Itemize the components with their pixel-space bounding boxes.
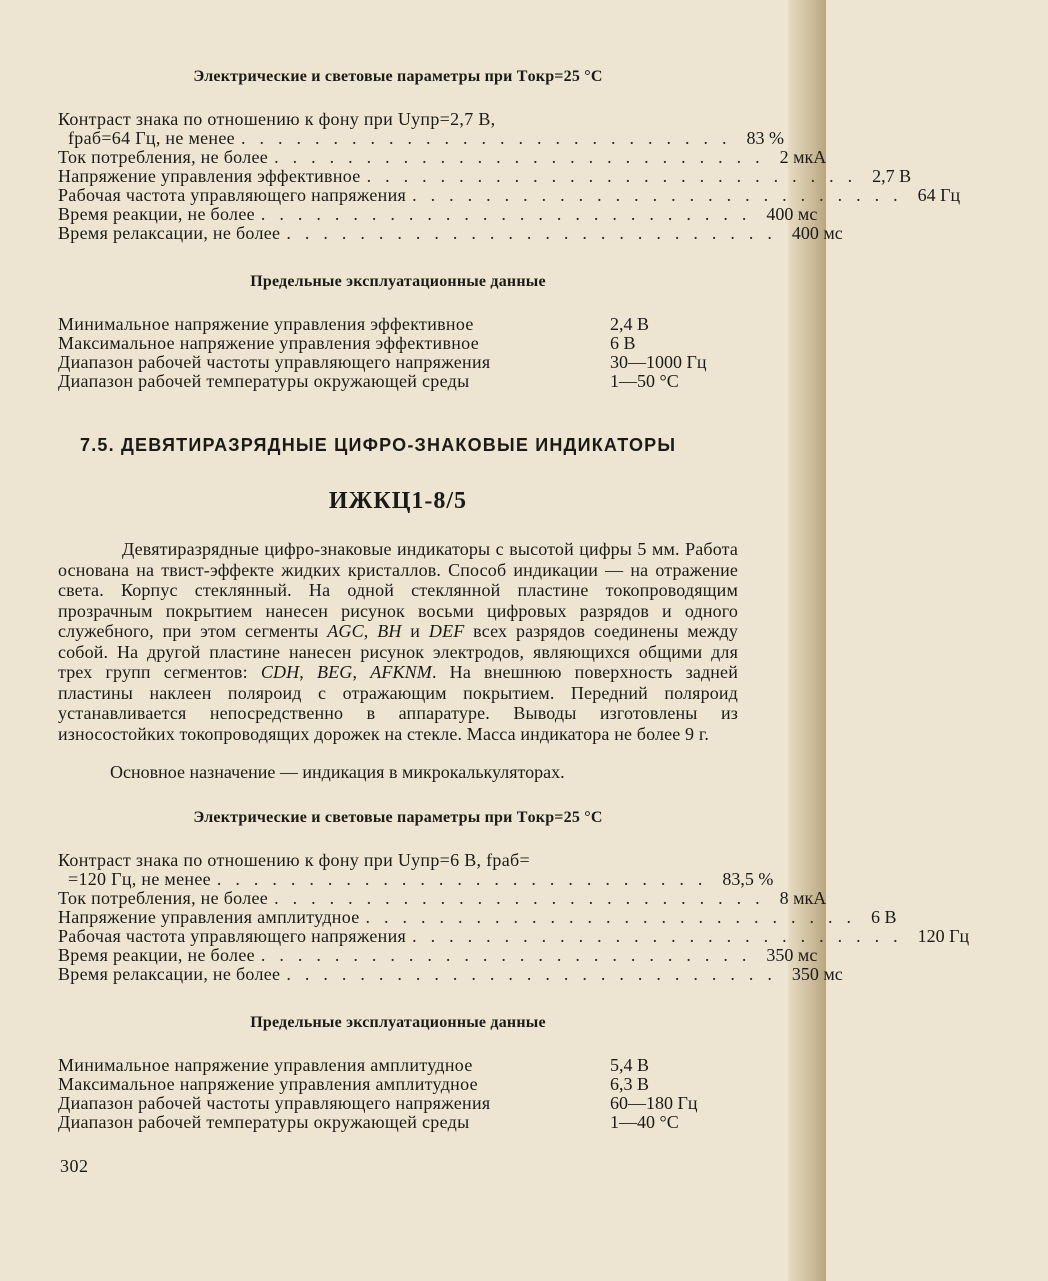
param-value: 8 мкА — [779, 887, 827, 908]
param-name: Время релаксации, не более — [58, 963, 281, 984]
segment-group-name: CDH — [260, 662, 300, 682]
text-segment: , — [352, 662, 371, 682]
leader-dots: ........................... — [260, 944, 761, 965]
section-3-heading: Электрические и световые параметры при Tокр=25 °С — [193, 808, 603, 826]
section-4-heading: Предельные эксплуатационные данные — [250, 1013, 546, 1031]
param-value: 400 мс — [791, 223, 843, 243]
param-row — [58, 110, 738, 129]
page-number: 302 — [60, 1156, 89, 1176]
purpose-line: Основное назначение — индикация в микрокалькуляторах. — [110, 762, 565, 782]
limit-value: 2,4 В — [610, 314, 650, 334]
leader-dots: ........................... — [286, 223, 786, 243]
limit-row — [58, 372, 738, 391]
param-row — [58, 944, 818, 965]
text-segment: . На внешнюю поверхность задней пластины наклеен поляроид с отражающим покрытием. Передний поляроид устанавливается непосредственно в аппаратуре. Выводы изготовлены из износостойких токопроводящих дорожек на стекле. Масса индикатора не более 9 г. — [58, 662, 738, 744]
param-name: Ток потребления, не более — [58, 147, 269, 167]
limit-row — [58, 1056, 738, 1075]
book-page — [58, 60, 970, 1132]
param-row — [58, 906, 897, 927]
limit-value: 30—1000 Гц — [610, 352, 707, 372]
param-name: Время реакции, не более — [58, 204, 255, 224]
param-row — [58, 963, 843, 984]
section-2-limits-table — [58, 315, 738, 391]
leader-dots: ........................... — [240, 128, 741, 148]
limit-row — [58, 334, 738, 353]
segment-name: DEF — [428, 621, 465, 641]
text-segment: , — [299, 662, 318, 682]
param-value: 2,7 В — [872, 166, 912, 186]
description-paragraph — [58, 539, 738, 744]
leader-dots: ........................... — [365, 906, 866, 927]
param-name: Контраст знака по отношению к фону при Uупр=2,7 В, — [58, 109, 496, 129]
chapter-heading: 7.5. ДЕВЯТИРАЗРЯДНЫЕ ЦИФРО-ЗНАКОВЫЕ ИНДИКАТОРЫ — [80, 435, 677, 455]
param-row — [58, 223, 843, 243]
limit-row — [58, 1075, 738, 1094]
device-title: ИЖКЦ1-8/5 — [328, 488, 468, 514]
leader-dots: ........................... — [286, 963, 786, 984]
param-row — [58, 887, 827, 908]
param-name: Рабочая частота управляющего напряжения — [58, 185, 407, 205]
segment-group-name: BEG — [317, 662, 353, 682]
limit-value: 6,3 В — [610, 1073, 650, 1094]
limit-name: Диапазон рабочей частоты управляющего напряжения — [58, 352, 491, 372]
param-name: =120 Гц, не менее — [68, 868, 211, 889]
leader-dots: ........................... — [412, 925, 912, 946]
section-4-limits-table — [58, 1056, 738, 1132]
param-row — [58, 185, 961, 205]
leader-dots: ........................... — [216, 868, 717, 889]
limit-row — [58, 1094, 738, 1113]
leader-dots: ........................... — [412, 185, 912, 205]
param-row — [58, 204, 818, 224]
segment-group-name: AFKNM — [370, 662, 432, 682]
limit-row — [58, 315, 738, 334]
param-value: 64 Гц — [917, 185, 961, 205]
param-name: Рабочая частота управляющего напряжения — [58, 925, 407, 946]
limit-name: Максимальное напряжение управления эффективное — [58, 333, 479, 353]
segment-name: BH — [377, 621, 402, 641]
param-row — [58, 851, 738, 870]
limit-row — [58, 353, 738, 372]
leader-dots: ........................... — [260, 204, 761, 224]
limit-value: 6 В — [610, 333, 636, 353]
limit-name: Диапазон рабочей температуры окружающей среды — [58, 371, 470, 391]
leader-dots: ........................... — [274, 887, 774, 908]
param-row — [58, 166, 912, 186]
section-1-heading: Электрические и световые параметры при Tокр=25 °С — [193, 68, 603, 85]
param-name: Время релаксации, не более — [58, 223, 281, 243]
text-segment: , — [363, 621, 378, 641]
segment-name: AGC — [327, 621, 364, 641]
param-value: 350 мс — [766, 944, 818, 965]
param-name: Контраст знака по отношению к фону при Uупр=6 В, fраб= — [58, 849, 530, 870]
limit-name: Минимальное напряжение управления амплитудное — [58, 1054, 473, 1075]
limit-name: Диапазон рабочей температуры окружающей среды — [58, 1111, 470, 1132]
limit-value: 1—40 °С — [610, 1111, 679, 1132]
param-value: 6 В — [871, 906, 897, 927]
param-name: Напряжение управления эффективное — [58, 166, 361, 186]
leader-dots: ........................... — [274, 147, 774, 167]
param-row — [58, 868, 774, 889]
text-segment: всех разрядов соединены между собой. На другой пластине нанесен рисунок электродов, являющихся общими для трех групп сегментов: — [58, 621, 738, 682]
limit-name: Минимальное напряжение управления эффективное — [58, 314, 474, 334]
section-3-parameter-table — [58, 849, 970, 984]
param-name: fраб=64 Гц, не менее — [68, 128, 235, 148]
param-value: 2 мкА — [779, 147, 827, 167]
param-row — [58, 925, 970, 946]
text-segment: и — [401, 621, 429, 641]
param-value: 350 мс — [791, 963, 843, 984]
param-value: 83 % — [746, 128, 784, 148]
leader-dots: ........................... — [366, 166, 867, 186]
limit-name: Диапазон рабочей частоты управляющего напряжения — [58, 1092, 491, 1113]
param-name: Ток потребления, не более — [58, 887, 269, 908]
limit-value: 60—180 Гц — [610, 1092, 698, 1113]
section-2-heading: Предельные эксплуатационные данные — [250, 273, 546, 290]
limit-value: 1—50 °С — [610, 371, 679, 391]
limit-row — [58, 1113, 738, 1132]
param-value: 83,5 % — [722, 868, 774, 889]
text-segment: Девятиразрядные цифро-знаковые индикаторы с высотой цифры 5 мм. Работа основана на твист-эффекте жидких кристаллов. Способ индикации — на отражение света. Корпус стеклянный. На одной стеклянной пластине токопроводящим прозрачным покрытием нанесен рисунок восьми цифровых разрядов и одного служебного, при этом сегменты — [58, 539, 738, 641]
param-name: Напряжение управления амплитудное — [58, 906, 360, 927]
limit-name: Максимальное напряжение управления амплитудное — [58, 1073, 478, 1094]
limit-value: 5,4 В — [610, 1054, 650, 1075]
param-name: Время реакции, не более — [58, 944, 255, 965]
param-row — [58, 128, 784, 148]
param-row — [58, 147, 827, 167]
section-1-parameter-table — [58, 109, 961, 243]
param-value: 120 Гц — [917, 925, 970, 946]
param-value: 400 мс — [766, 204, 818, 224]
